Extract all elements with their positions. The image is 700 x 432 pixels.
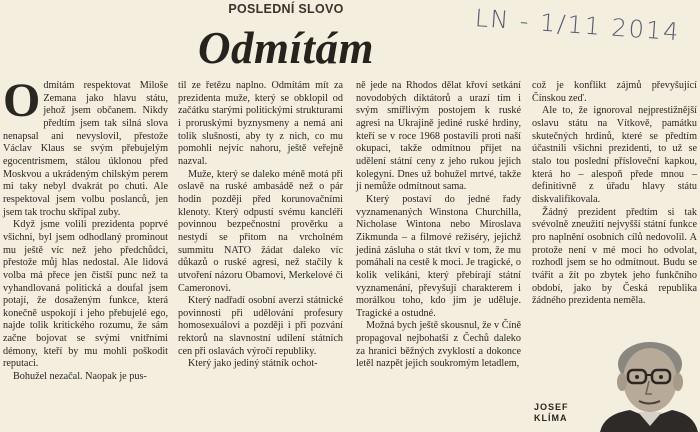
paragraph: Který nadřadí osobní averzi státnické povinnosti při udělování profesury homosexuálovi a později i při pozvání rektorů na slavnostní udílení státních cen při oslavách výročí republiky. xyxy=(178,295,343,357)
column-2 xyxy=(178,80,343,371)
handwritten-date-note: LN - 1/11 2014 xyxy=(474,4,682,47)
drop-cap: O xyxy=(3,74,41,127)
paragraph: ně jede na Rhodos dělat křoví setkání novodobých diktátorů a urazí tím i svým smířlivým postojem k ruské agresi na Ukrajině jediné ruské hrdiny, kteří se v roce 1968 postavili proti naší okupaci, takže odmítnou přijet na udělení státní ceny z jeho rukou jejich kolegyní. Dnes už bohužel mrtvé, takže ji nemůže odmítnout sama. xyxy=(356,80,521,193)
paragraph-text: dmítám respektovat Miloše Zemana jako hlavu státu, jehož jsem občanem. Nikdy předtím jsem tak silná slova nenapsal ani nevyslovil, přestože Václav Klaus se svým přebujelým egocentrismem, stálou úklonou před Moskvou a ukrádeným chilským perem mi taky nebyl dvakrát po chuti. Ale respektoval jsem volbu poslanců, jen jsem tak trochu skřípal zuby. xyxy=(3,80,168,218)
author-first-name: JOSEF xyxy=(534,402,569,412)
paragraph: Žádný prezident předtím si tak svévolně zneužití nejvyšší státní funkce pro naplnění osobních cílů nedovolil. A protože není v mé moci ho odvolat, rozhodl jsem se ho odmítnout. Budu se tvářit a žít po zbytek jeho funkčního období, jako by Česká republika žádného prezidenta neměla. xyxy=(532,206,697,307)
author-portrait-icon xyxy=(594,334,698,432)
paragraph: Který postaví do jedné řady vyznamenaných Winstona Churchilla, Nicholase Wintona nebo Miroslava Zikmunda – a filmové režiséry, jejichž jediná zásluha o stát tkví v tom, že mu pomáhali na cestě k moci. Je tragické, o kolik velikáni, který přebírají státní vyznamenání, převyšují charakterem i morálkou toho, kdo jim je uděluje. Tragické a ostudné. xyxy=(356,193,521,319)
article-title: Odmítám xyxy=(197,23,374,73)
author-last-name: KLÍMA xyxy=(534,413,568,423)
author-name xyxy=(534,402,569,424)
paragraph xyxy=(3,74,168,219)
column-4 xyxy=(532,80,697,308)
paragraph: což je konflikt zájmů převyšující Čínskou zeď. xyxy=(532,80,697,104)
column-1 xyxy=(3,74,168,384)
paragraph: Když jsme volili prezidenta poprvé všichni, byl jsem odhodlaný prominout mu ještě víc než jeho předchůdci, přestože můj hlas nedostal. Ale lidová volba má přece jen čistší punc než ta vyhandlovaná politická a doufal jsem potají, že dosaženým funkce, která konečně uspokojí i jeho přebujelé ego, najde tolik kritického rozumu, že sám začne bojovat se svými vnitřními démony, kteří by mu mohli poškodit reputaci. xyxy=(3,219,168,370)
author-photo xyxy=(594,334,698,432)
paragraph: Možná bych ještě skousnul, že v Číně propagoval nejbohatší z Čechů daleko za hranici běžných zvyklostí a dokonce letěl nazpět jejich soukromým letadlem, xyxy=(356,320,521,370)
paragraph: Bohužel nezačal. Naopak je pus- xyxy=(13,371,147,383)
paragraph: Muže, který se daleko méně motá při oslavě na ruské ambasádě než o pár hodin později před korunovačními klenoty. Který odpustí svému kancléři povinnou bezpečnostní prověrku a nestydí se přitom na vrcholném summitu NATO žádat daleko víc důkazů o ruské agresi, než stačily k utvoření názoru Obamovi, Merkelové či Cameronovi. xyxy=(178,168,343,294)
paragraph: Ale to, že ignoroval nejprestižnější oslavu státu na Vítkově, památku skutečných hrdinů, které se předtím účastnili všichni prezidenti, to už se stalo tou poslední přísloveční kapkou, která ho – alespoň přede mnou – definitivně z úřadu hlavy státu diskvalifikovala. xyxy=(532,105,697,205)
paragraph: til ze řetězu naplno. Odmítám mít za prezidenta muže, který se obklopil od začátku starými politickými strukturami i proruskými byznysmeny a nemá ani tolik slušnosti, aby ty z nich, co mu pomohli nejvíc nahoru, ještě veřejně nazval. xyxy=(178,80,343,167)
paragraph: Který jako jediný státník ochot- xyxy=(188,358,318,370)
rubric: POSLEDNÍ SLOVO xyxy=(228,2,344,16)
column-3 xyxy=(356,80,521,371)
